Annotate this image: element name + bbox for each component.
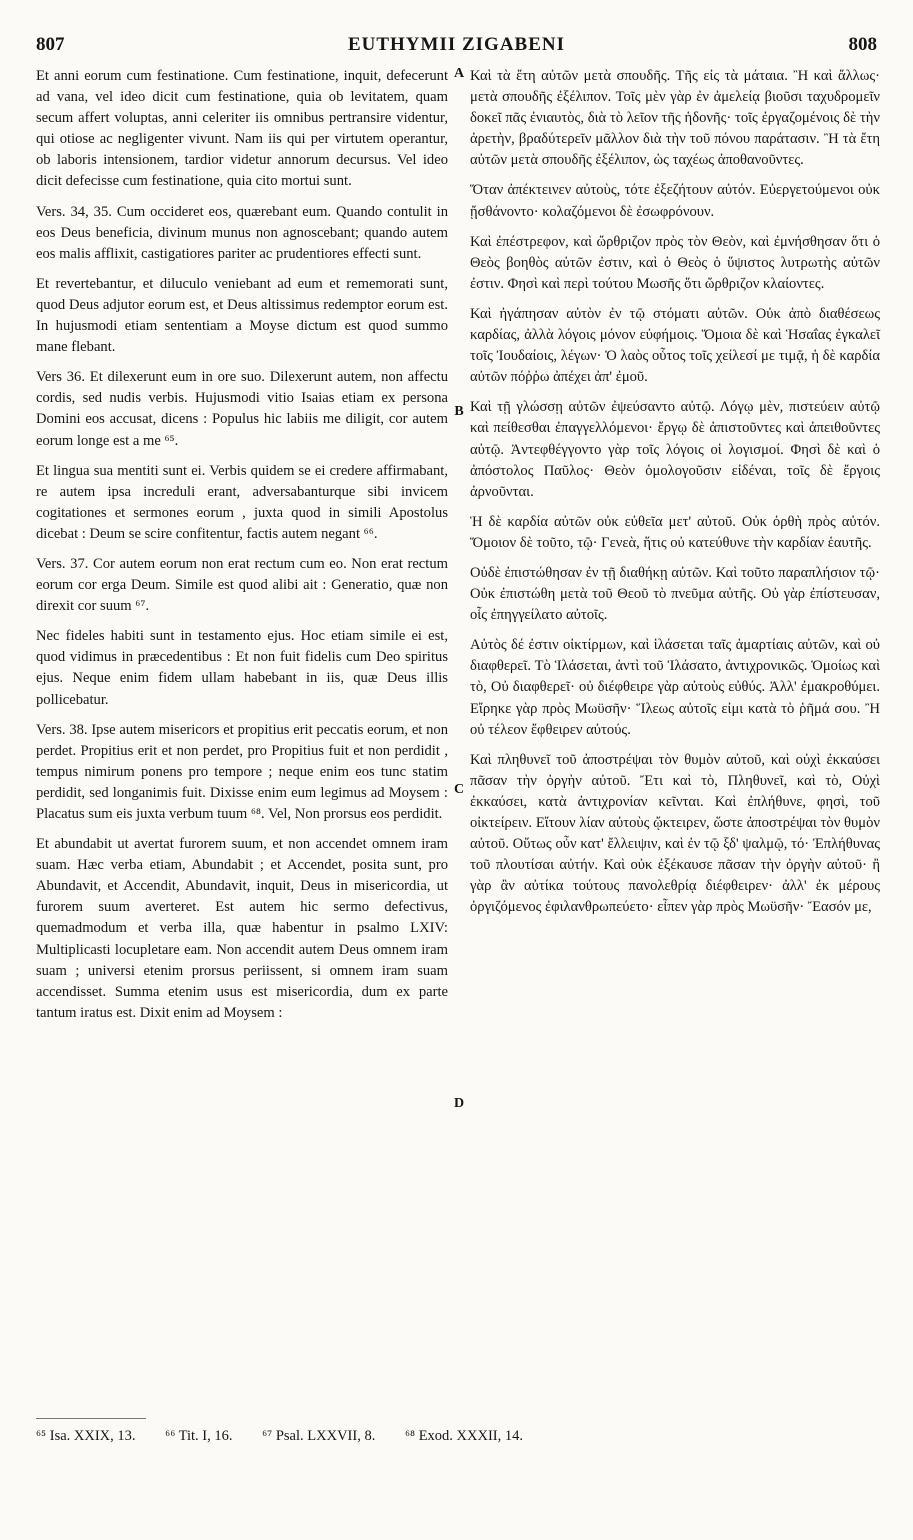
page-number-left: 807 <box>36 34 65 55</box>
margin-marker-a: A <box>453 66 465 81</box>
latin-paragraph: Et revertebantur, et diluculo veniebant ad eum et rememorati sunt, quod Deus adjutor eorum est, et Deus altissimus redemptor eorum est. In hujusmodi etiam sententiam a Moyse dictum est quod summo mane flebant. <box>36 275 448 356</box>
latin-paragraph: Et abundabit ut avertat furorem suum, et non accendet omnem iram suam. Hæc verba etiam, Abundabit ; et Accendet, posita sunt, pro Abundavit, et Accendit, Abundavit, inquit, Deus in misericordia, ut furorem suum averteret. Est autem hic sermo defectivus, quemadmodum et verba illa, quæ habentur in psalmo LXIV: Multiplicasti locupletare eam. Non accendit autem Deus omnem iram suam ; universi etenim prorsus periissent, si omnem iram suam accendisset. Summa etenim usus est misericordia, dum ex parte tantum iratus est. Dixit enim ad Moysem : <box>36 836 448 1021</box>
footnotes <box>36 1428 877 1445</box>
greek-paragraph: Καὶ τὰ ἔτη αὐτῶν μετὰ σπουδῆς. Τῆς εἰς τὰ μάταια. Ἢ καὶ ἄλλως· μετὰ σπουδῆς ἐξέλιπον. Τοῖς μὲν γὰρ ἐν ἀμελείᾳ βιοῦσι ταχυδρομεῖν δοκεῖ πᾶς ἐνιαυτὸς, διὰ τὸ λεῖον τῆς ἡδονῆς· τοῖς ἐργαζομένοις δὲ τὴν ἀρετὴν, βραδύτερεῖν μᾶλλον διὰ τὴν τοῦ πόνου παράτασιν. Ἢ τὰ ἔτη αὐτῶν μετὰ σπουδῆς ἐξέλιπον, ὡς ταχέως ἀποθανοῦντες. <box>470 68 880 169</box>
greek-paragraph: Καὶ πληθυνεῖ τοῦ ἀποστρέψαι τὸν θυμὸν αὐτοῦ, καὶ οὐχὶ ἐκκαύσει πᾶσαν τὴν ὀργὴν αὐτοῦ. Ἔτι καὶ τὸ, Πληθυνεῖ, καὶ τὸ, Οὐχὶ ἐκκαύσει, κατὰ ἀντιχρονίαν κεῖνται. Καὶ ἐπλήθυνε, φησὶ, τοῦ οἰκτείρειν. Εἴτουν λίαν αὐτοὺς ᾤκτειρεν, ὥστε ἀποστρέψαι τὸν θυμὸν αὐτοῦ. Οὕτως οὖν κατ' ἔλλειψιν, καὶ ἐν τῷ ξδ' ψαλμῷ, τό· Ἐπλήθυνας τοῦ πλουτίσαι αὐτήν. Καὶ οὐκ ἐξέκαυσε πᾶσαν τὴν ὀργὴν αὐτοῦ· ἢ γὰρ ἂν αὐτίκα τούτους πανολεθρίᾳ διέφθειρεν· ἀλλ' ἐκ μέρους ὀργιζόμενος ἐφιλανθρωπεύετο· εἶπεν γὰρ πρὸς Μωϋσῆν· Ἔασόν με, <box>470 751 880 916</box>
footnote: ⁶⁵ Isa. XXIX, 13. <box>36 1428 136 1444</box>
margin-marker-c: C <box>453 782 465 797</box>
greek-column <box>470 66 880 927</box>
greek-paragraph: Αὐτὸς δέ ἐστιν οἰκτίρμων, καὶ ἱλάσεται ταῖς ἁμαρτίαις αὐτῶν, καὶ οὐ διαφθερεῖ. Τὸ Ἱλάσεται, ἀντὶ τοῦ Ἱλάσατο, ἀντιχρονικῶς. Ὁμοίως καὶ τὸ, Οὐ διαφθερεῖ· οὐ διέφθειρε γὰρ αὐτοὺς εὐθύς. Ἀλλ' ἐμακροθύμει. Εἴρηκε γὰρ πρὸς Μωϋσῆν· Ἵλεως αὐτοῖς εἰμι κατὰ τὸ ῥῆμά σου. Ἢ οὐ τέλεον ἔφθειρεν αὐτούς. <box>470 637 880 738</box>
greek-paragraph: Καὶ τῇ γλώσσῃ αὐτῶν ἐψεύσαντο αὐτῷ. Λόγῳ μὲν, πιστεύειν αὐτῷ καὶ πείθεσθαι ἐπαγγελλόμενοι· ἔργῳ δὲ ἀπιστοῦντες καὶ ἀπειθοῦντες αὐτῷ. Ἀντεφθέγγοντο γὰρ τοῖς λόγοις οἱ λογισμοί. Φησὶ δὲ καὶ ὁ ἀπόστολος Παῦλος· Θεὸν ὁμολογοῦσιν εἰδέναι, τοῖς δὲ ἔργοις ἀρνοῦνται. <box>470 399 880 500</box>
footnote-divider <box>36 1418 146 1419</box>
latin-paragraph: Et lingua sua mentiti sunt ei. Verbis quidem se ei credere affirmabant, re autem ipsa increduli erant, adversabanturque sibi invicem cogitationes et sermones eorum , juxta quod in simili Apostolus dicebat : Deum se scire confitentur, factis autem negant ⁶⁶. <box>36 462 448 542</box>
latin-paragraph: Vers. 37. Cor autem eorum non erat rectum cum eo. Non erat rectum eorum cor erga Deum. Simile est quod alibi ait : Generatio, quæ non direxit cor suum ⁶⁷. <box>36 555 448 615</box>
latin-paragraph: Vers 36. Et dilexerunt eum in ore suo. Dilexerunt autem, non affectu cordis, sed nudis verbis. Hujusmodi vitio Isaias etiam ex persona Domini eos accusat, dicens : Populus hic labiis me diligit, cor autem eorum longe est a me ⁶⁵. <box>36 369 448 449</box>
greek-paragraph: Ὅταν ἀπέκτεινεν αὐτοὺς, τότε ἐξεζήτουν αὐτόν. Εὐεργετούμενοι οὐκ ᾔσθάνοντο· κολαζόμενοι δὲ ἐσωφρόνουν. <box>470 182 880 220</box>
latin-paragraph: Nec fideles habiti sunt in testamento ejus. Hoc etiam simile ei est, quod vidimus in præcedentibus : Et non fuit fidelis cum Deo spiritus ejus. Neque enim fidem ullam habebant in iis, quæ Deus illis pollicebatur. <box>36 628 448 708</box>
greek-paragraph: Καὶ ἠγάπησαν αὐτὸν ἐν τῷ στόματι αὐτῶν. Οὐκ ἀπὸ διαθέσεως καρδίας, ἀλλὰ λόγοις μόνον εὐφήμοις. Ὅμοια δὲ καὶ Ἡσαΐας ἐγκαλεῖ τοῖς Ἰουδαίοις, λέγων· Ὁ λαὸς οὗτος τοῖς χείλεσί με τιμᾷ, ἡ δὲ καρδία αὐτῶν πόῤῥω ἀπέχει ἀπ' ἐμοῦ. <box>470 305 880 386</box>
margin-marker-d: D <box>453 1096 465 1111</box>
running-title: EUTHYMII ZIGABENI <box>347 34 566 55</box>
latin-paragraph: Vers. 34, 35. Cum occideret eos, quærebant eum. Quando contulit in eos Deus beneficia, divinum munus non agnoscebant; quando autem eos malis afflixit, castigatiores pariter ac prudentiores effecti sunt. <box>36 203 448 262</box>
greek-paragraph: Καὶ ἐπέστρεφον, καὶ ὤρθριζον πρὸς τὸν Θεὸν, καὶ ἐμνήσθησαν ὅτι ὁ Θεὸς βοηθὸς αὐτῶν ἐστιν, καὶ ὁ Θεὸς ὁ ὕψιστος λυτρωτὴς αὐτῶν ἐστιν. Φησὶ καὶ περὶ τούτου Μωσῆς ὅτι ὤρθριζον κλαίοντες. <box>470 233 880 292</box>
page-header <box>36 34 877 58</box>
latin-paragraph: Et anni eorum cum festinatione. Cum festinatione, inquit, defecerunt ad vana, vel ideo dicit cum festinatione, quia ob levitatem, quam secum affert voluptas, anni celeriter iis omnibus pertransire videntur, qui otiose ac negligenter vivunt. Nam iis qui per virtutem operantur, ob laboris intensionem, tardior videtur annorum decursus. Vel ideo dicit defecisse cum festinatione, quia cito mortui sunt. <box>36 68 448 190</box>
greek-paragraph: Οὐδὲ ἐπιστώθησαν ἐν τῇ διαθήκῃ αὐτῶν. Καὶ τοῦτο παραπλήσιον τῷ· Οὐκ ἐπιστώθη μετὰ τοῦ Θεοῦ τὸ πνεῦμα αὐτῆς. Οὐ γὰρ ἐπίστευσαν, οἷς ἐπηγγείλατο αὐτοῖς. <box>470 564 880 624</box>
footnote: ⁶⁸ Exod. XXXII, 14. <box>404 1428 523 1444</box>
latin-paragraph: Vers. 38. Ipse autem misericors et propitius erit peccatis eorum, et non perdet. Propitius erit et non perdet, pro Propitius fuit et non perdidit , tempus nimirum ponens pro tempore ; neque enim eos tunc statim perdidit, sed longanimis fuit. Dixisse enim eum legimus ad Moysem : Placatus sum eis juxta verbum tuum ⁶⁸. Vel, Non prorsus eos perdidit. <box>36 721 448 822</box>
latin-column <box>36 66 448 1033</box>
margin-marker-b: B <box>454 404 464 419</box>
footnote: ⁶⁷ Psal. LXXVII, 8. <box>262 1428 376 1444</box>
greek-paragraph: Ἡ δὲ καρδία αὐτῶν οὐκ εὐθεῖα μετ' αὐτοῦ. Οὐκ ὀρθὴ πρὸς αὐτόν. Ὅμοιον δὲ τοῦτο, τῷ· Γενεὰ, ἥτις οὐ κατεύθυνε τὴν καρδίαν ἑαυτῆς. <box>470 513 880 551</box>
footnote: ⁶⁶ Tit. I, 16. <box>165 1428 233 1444</box>
page-number-right: 808 <box>848 34 877 55</box>
